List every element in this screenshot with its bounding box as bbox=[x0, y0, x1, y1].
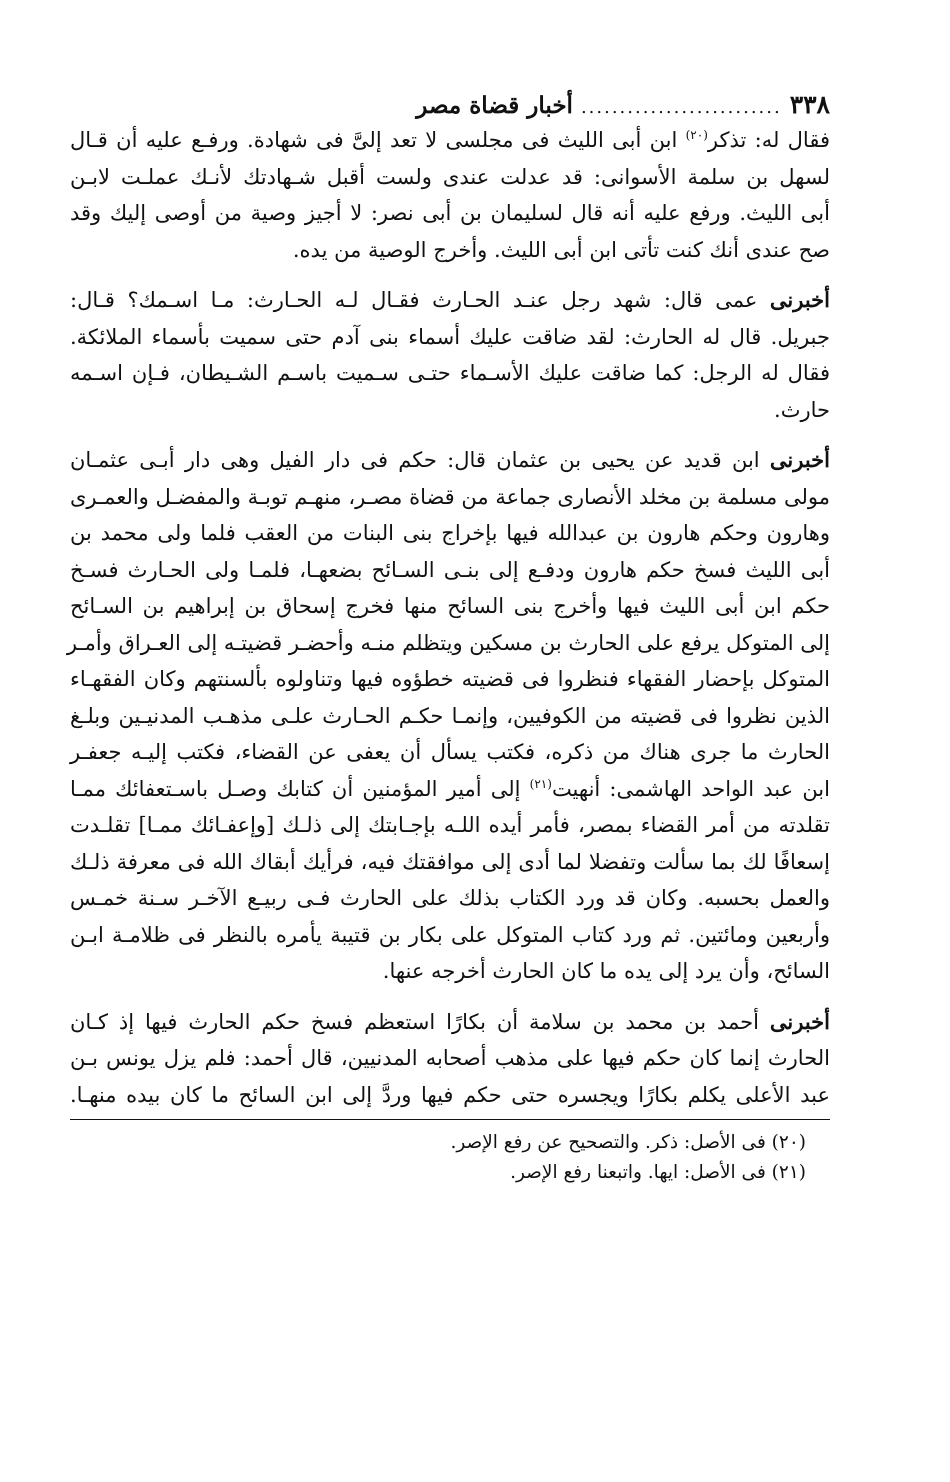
paragraph-4 bbox=[70, 1004, 830, 1114]
paragraph-1 bbox=[70, 122, 830, 268]
text-line: تقلدته من أمر القضاء بمصر، فأمر أيده اللـه بإجـابتك إلى ذلـك [وإعفـائك ممـا] تقلـدت bbox=[70, 813, 830, 837]
text-line: أبى الليث فسخ حكم هارون ودفـع إلى بنـى السـائح بضعهـا، فلمـا ولى الحـارث فسـخ bbox=[70, 557, 830, 582]
paragraph-lead: أخبرنى bbox=[769, 1008, 830, 1034]
text-line: إلى المتوكل يرفع على الحارث بن مسكين ويتظلم منـه وأحضـر قضيتـه إلى العـراق وأمـر bbox=[66, 630, 830, 655]
text-line: إسعافًا لك بما سألت وتفضلا لما أدى إلى موافقتك فيه، فرأيك أبقاك الله فى معرفة ذلـك bbox=[70, 849, 830, 874]
text-line: أخبرنى ابن قديد عن يحيى بن عثمان قال: حكم فى دار الفيل وهى دار أبـى عثمـان bbox=[70, 447, 830, 472]
footnote-ref: (٢١) bbox=[529, 776, 552, 791]
text-line: مولى مسلمة بن مخلد الأنصارى جماعة من قضاة مصـر، منهـم توبـة والمفضـل والعمـرى bbox=[70, 484, 830, 509]
book-page bbox=[66, 88, 830, 1188]
text-line: ابن عبد الواحد الهاشمى: أنهيت$^{(٢١)}$ إلى أمير المؤمنين أن كتابك وصـل باسـتعفائك ممـا bbox=[70, 776, 830, 801]
text-line: لسهل بن سلمة الأسوانى: قد عدلت عندى ولست أقبل شـهادتك لأنـك عملـت لابـن bbox=[70, 164, 830, 189]
text-line: الحارث ما جرى هناك من ذكره، فكتب يسأل أن يعفى عن القضاء، فكتب إليـه جعفـر bbox=[70, 740, 830, 764]
text-line: جبريل. قال له الحارث: لقد ضاقت عليك أسماء بنى آدم حتى سميت بأسماء الملائكة. bbox=[70, 324, 830, 349]
paragraph-lead: أخبرنى bbox=[769, 287, 830, 312]
text-line: أخبرنى عمى قال: شهد رجل عنـد الحـارث فقـال لـه الحـارث: مـا اسـمك؟ قـال: bbox=[70, 287, 830, 312]
text-line: والعمل بحسبه. وكان قد ورد الكتاب بذلك على الحارث فـى ربيـع الآخـر سـنة خمـس bbox=[70, 886, 830, 910]
footnotes bbox=[70, 1128, 830, 1188]
text-line: وهارون وحكم هارون بن عبدالله فيها بإخراج بنى البنات من العقب فلما ولى محمد بن bbox=[70, 521, 830, 545]
text-line: حكم ابن أبى الليث فيها وأخرج بنى السائح منها فخرج إسحاق بن إبراهيم بن السـائح bbox=[70, 594, 830, 618]
footnote-rule bbox=[70, 1119, 830, 1120]
text-line: حارث. bbox=[774, 397, 830, 422]
footnote-20: (٢٠) فى الأصل: ذكر. والتصحيح عن رفع الإصر. bbox=[450, 1132, 806, 1153]
text-line: الحارث إنما كان حكم فيها على مذهب أصحابه المدنيين، قال أحمد: فلم يزل يونس بـن bbox=[70, 1046, 830, 1070]
text-line: صح عندى أنك كنت تأتى ابن أبى الليث. وأخرج الوصية من يده. bbox=[292, 237, 830, 262]
text-line: الذين نظروا فى قضيته من الكوفيين، وإنمـا حكـم الحـارث علـى مذهـب المدنيـين وبلـغ bbox=[70, 703, 830, 728]
footnote-21: (٢١) فى الأصل: ايها. واتبعنا رفع الإصر. bbox=[510, 1162, 806, 1183]
header-dots: .......................... bbox=[580, 97, 782, 118]
text-line: المتوكل بإحضار الفقهاء فنظروا فى قضيته خطؤوه فيها وتناولوه بألسنتهم وكان الفقهـاء bbox=[70, 667, 830, 691]
paragraph-2 bbox=[70, 282, 830, 428]
text-line: عبد الأعلى يكلم بكارًا ويجسره حتى حكم فيها وردَّ إلى ابن السائح ما كان بيده منهـا. bbox=[70, 1082, 830, 1107]
running-header bbox=[70, 88, 830, 122]
text-line: أخبرنى أحمد بن محمد بن سلامة أن بكارًا استعظم فسخ حكم الحارث فيها إذ كـان bbox=[70, 1008, 830, 1034]
text-line: وأربعين ومائتين. ثم ورد كتاب المتوكل على بكار بن قتيبة يأمره بالنظر فى ظلامـة ابـن bbox=[70, 922, 830, 947]
text-line: فقال له الرجل: كما ضاقت عليك الأسـماء حتـى سـميت باسـم الشـيطان، فـإن اسـمه bbox=[70, 361, 830, 385]
paragraph-lead: أخبرنى bbox=[769, 447, 830, 472]
text-line: أبى الليث. ورفع عليه أنه قال لسليمان بن أبى نصر: لا أجيز وصية من أوصى إليك وقد bbox=[70, 201, 830, 225]
running-title: أخبار قضاة مصر bbox=[416, 92, 573, 119]
text-line: السائح، وأن يرد إلى يده ما كان الحارث أخرجه عنها. bbox=[382, 959, 830, 983]
text-line: فقال له: تذكر$^{(٢٠)}$ ابن أبى الليث فى مجلسى لا تعد إلىَّ فى شهادة. ورفـع عليه أن قـال bbox=[70, 128, 830, 152]
paragraph-3 bbox=[66, 442, 830, 990]
footnote-ref: (٢٠) bbox=[685, 128, 708, 142]
page-number: ٣٣٨ bbox=[789, 90, 830, 119]
